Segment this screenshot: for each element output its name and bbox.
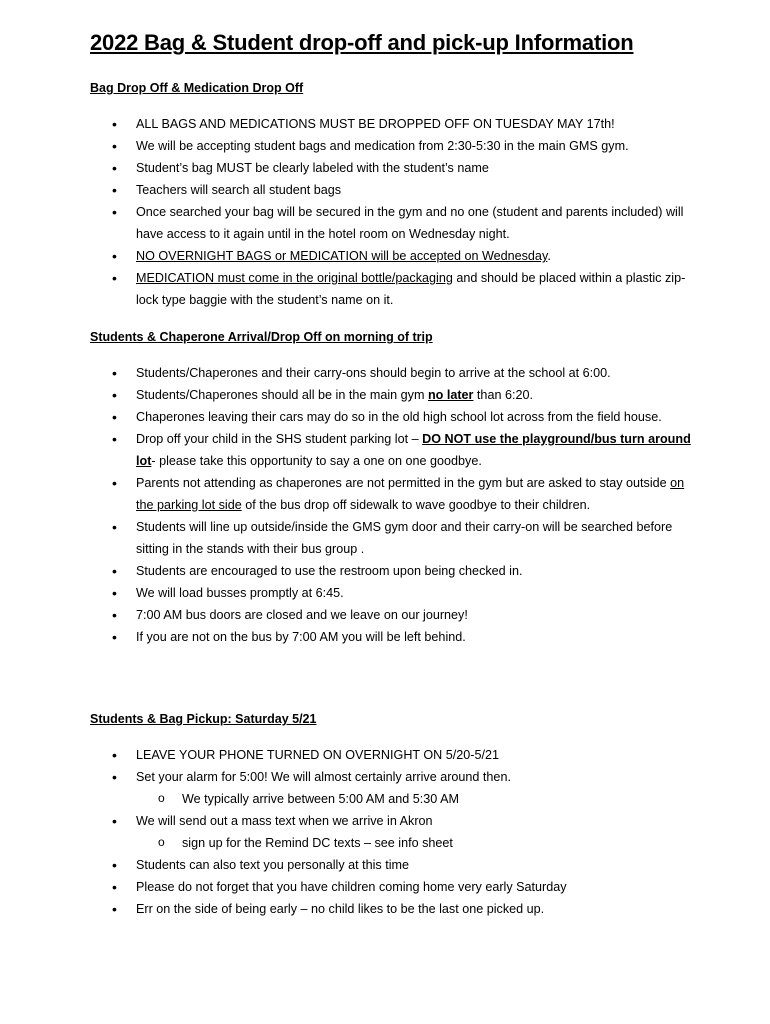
list-item: • Err on the side of being early – no child likes to be the last one picked up. bbox=[112, 898, 692, 920]
list-item bbox=[112, 384, 692, 406]
pickup-list bbox=[112, 744, 692, 920]
emphasis-text: NO OVERNIGHT BAGS or MEDICATION will be accepted on Wednesday bbox=[136, 249, 548, 263]
list-item: • Student’s bag MUST be clearly labeled with the student’s name bbox=[112, 157, 692, 179]
list-item: • Students will line up outside/inside the GMS gym door and their carry-on will be searched before sitting in the stands with their bus group . bbox=[112, 516, 692, 560]
list-item-text: and should be placed within a plastic zip-lock type baggie with the student’s name on it. bbox=[136, 271, 686, 307]
section-heading-arrival: Students & Chaperone Arrival/Drop Off on morning of trip bbox=[90, 330, 433, 344]
list-item: • Once searched your bag will be secured in the gym and no one (student and parents included) will have access to it again until in the hotel room on Wednesday night. bbox=[112, 201, 692, 245]
list-item: • We will load busses promptly at 6:45. bbox=[112, 582, 692, 604]
list-item: • If you are not on the bus by 7:00 AM you will be left behind. bbox=[112, 626, 692, 648]
list-item: • Students can also text you personally at this time bbox=[112, 854, 692, 876]
list-item bbox=[112, 267, 692, 311]
emphasis-text: no later bbox=[427, 388, 474, 402]
list-item bbox=[112, 472, 692, 516]
list-item-text: Students/Chaperones should all be in the main gym bbox=[136, 388, 428, 402]
list-item-text: Drop off your child in the SHS student parking lot – bbox=[136, 432, 423, 446]
list-item: • Teachers will search all student bags bbox=[112, 179, 692, 201]
sub-list bbox=[136, 832, 692, 854]
list-item bbox=[112, 766, 692, 810]
arrival-list bbox=[112, 362, 692, 648]
list-item-text: Set your alarm for 5:00! We will almost certainly arrive around then. bbox=[136, 770, 511, 784]
list-item: • We will be accepting student bags and medication from 2:30-5:30 in the main GMS gym. bbox=[112, 135, 692, 157]
list-item: • 7:00 AM bus doors are closed and we leave on our journey! bbox=[112, 604, 692, 626]
section-heading-pickup: Students & Bag Pickup: Saturday 5/21 bbox=[90, 712, 317, 726]
list-item-text: - please take this opportunity to say a one on one goodbye. bbox=[151, 454, 482, 468]
list-item: • Students are encouraged to use the restroom upon being checked in. bbox=[112, 560, 692, 582]
list-item: • ALL BAGS AND MEDICATIONS MUST BE DROPPED OFF ON TUESDAY MAY 17th! bbox=[112, 113, 692, 135]
emphasis-text: DO NOT use the playground/bus turn around lot bbox=[136, 432, 691, 468]
list-item: • Students/Chaperones and their carry-ons should begin to arrive at the school at 6:00. bbox=[112, 362, 692, 384]
list-item: • Please do not forget that you have children coming home very early Saturday bbox=[112, 876, 692, 898]
list-item-text: . bbox=[547, 249, 551, 263]
emphasis-text: MEDICATION must come in the original bottle/packaging bbox=[136, 271, 453, 285]
list-item-text: We will send out a mass text when we arrive in Akron bbox=[136, 814, 433, 828]
sub-list-item: o sign up for the Remind DC texts – see info sheet bbox=[136, 832, 692, 854]
list-item: • LEAVE YOUR PHONE TURNED ON OVERNIGHT ON 5/20-5/21 bbox=[112, 744, 692, 766]
emphasis-text: on the parking lot side bbox=[136, 476, 685, 512]
list-item: • Chaperones leaving their cars may do so in the old high school lot across from the field house. bbox=[112, 406, 692, 428]
page-title: 2022 Bag & Student drop-off and pick-up Information bbox=[90, 30, 634, 55]
list-item bbox=[112, 810, 692, 854]
section-heading-bag-dropoff: Bag Drop Off & Medication Drop Off bbox=[90, 81, 304, 95]
bag-dropoff-list bbox=[112, 113, 692, 311]
list-item-text: of the bus drop off sidewalk to wave goodbye to their children. bbox=[241, 498, 591, 512]
list-item-text: than 6:20. bbox=[473, 388, 533, 402]
list-item-text: Parents not attending as chaperones are not permitted in the gym but are asked to stay outside bbox=[136, 476, 671, 490]
sub-list bbox=[136, 788, 692, 810]
list-item bbox=[112, 428, 692, 472]
list-item bbox=[112, 245, 692, 267]
sub-list-item: o We typically arrive between 5:00 AM and 5:30 AM bbox=[136, 788, 692, 810]
